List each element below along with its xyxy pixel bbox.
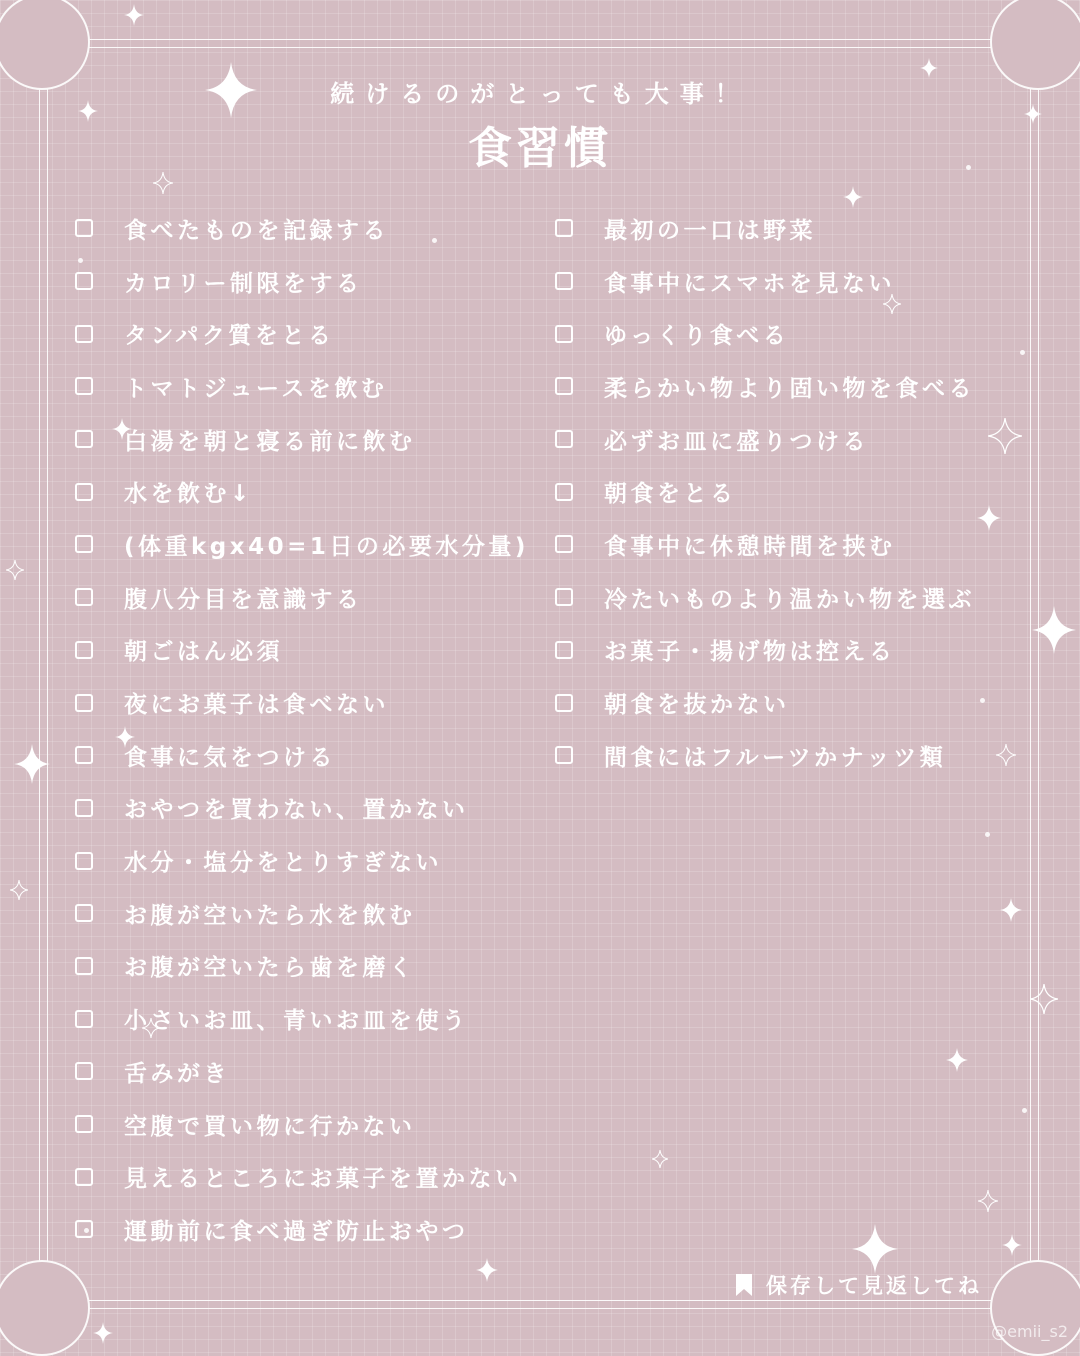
checkbox[interactable] [555, 535, 573, 553]
checkbox[interactable] [555, 430, 573, 448]
checklist-item[interactable] [72, 465, 542, 518]
item-label: 冷たいものより温かい物を選ぶ [604, 586, 975, 613]
checkbox[interactable] [75, 483, 93, 501]
checklist-item[interactable] [72, 729, 542, 782]
sparkle-dot [966, 165, 971, 170]
checkbox[interactable] [555, 219, 573, 237]
checkbox[interactable] [75, 1168, 93, 1186]
item-label: 小さいお皿、青いお皿を使う [124, 1008, 469, 1035]
checkbox[interactable] [75, 641, 93, 659]
checkbox[interactable] [555, 588, 573, 606]
checklist-item[interactable] [72, 624, 542, 677]
sparkle-dot [1020, 350, 1025, 355]
checkbox[interactable] [75, 957, 93, 975]
sparkle-dot [1022, 1108, 1027, 1113]
sparkle-icon [1002, 1234, 1022, 1256]
checkbox[interactable] [555, 641, 573, 659]
item-label: 食べたものを記録する [124, 217, 389, 244]
sparkle-icon [142, 1018, 160, 1038]
checklist-item[interactable] [552, 676, 1022, 729]
checkbox[interactable] [555, 272, 573, 290]
item-label: 食事に気をつける [124, 744, 336, 771]
item-label: 見えるところにお菓子を置かない [124, 1166, 522, 1193]
sparkle-icon [6, 560, 24, 580]
checklist-item[interactable] [552, 624, 1022, 677]
checklist-item[interactable] [552, 465, 1022, 518]
sparkle-icon [1000, 898, 1022, 922]
checkbox[interactable] [555, 325, 573, 343]
checkbox[interactable] [75, 272, 93, 290]
checklist-item[interactable] [72, 307, 542, 360]
checklist-item[interactable] [72, 834, 542, 887]
checklist-item[interactable] [72, 1045, 542, 1098]
sparkle-dot [980, 698, 985, 703]
item-label: 腹八分目を意識する [124, 586, 363, 613]
checkbox[interactable] [75, 694, 93, 712]
checklist-item[interactable] [72, 1150, 542, 1203]
checklist-item[interactable] [72, 202, 542, 255]
sparkle-icon [78, 100, 98, 122]
checkbox[interactable] [75, 377, 93, 395]
item-label: 食事中にスマホを見ない [604, 270, 896, 297]
save-note-text: 保存して見返してね [766, 1274, 982, 1298]
sparkle-icon [852, 1224, 898, 1274]
checklist-item[interactable] [72, 518, 542, 571]
sparkle-dot [432, 238, 437, 243]
item-label: 朝ごはん必須 [124, 639, 283, 666]
checkbox[interactable] [555, 483, 573, 501]
checkbox[interactable] [75, 325, 93, 343]
sparkle-icon [977, 505, 1001, 531]
bookmark-icon [734, 1273, 754, 1297]
checklist-item[interactable] [72, 782, 542, 835]
item-label: 運動前に食べ過ぎ防止おやつ [124, 1218, 469, 1245]
item-label: 朝食をとる [604, 481, 737, 508]
item-label: 最初の一口は野菜 [604, 217, 816, 244]
sparkle-icon [10, 880, 28, 900]
checklist-item[interactable] [552, 360, 1022, 413]
sparkle-icon [112, 418, 132, 440]
checkbox[interactable] [75, 746, 93, 764]
checkbox[interactable] [75, 588, 93, 606]
corner-ornament-bottom-left [0, 1260, 90, 1356]
sparkle-icon [946, 1048, 968, 1072]
checklist-item[interactable] [72, 676, 542, 729]
item-label: お腹が空いたら水を飲む [124, 902, 416, 929]
sparkle-dot [985, 832, 990, 837]
sparkle-icon [115, 726, 135, 748]
checklist-item[interactable] [552, 202, 1022, 255]
item-label: 夜にお菓子は食べない [124, 692, 389, 719]
item-label: 食事中に休憩時間を挟む [604, 533, 896, 560]
checklist-item[interactable] [72, 887, 542, 940]
checklist-item[interactable] [552, 518, 1022, 571]
sparkle-icon [1032, 606, 1076, 654]
sparkle-icon [988, 418, 1022, 454]
checkbox[interactable] [75, 1115, 93, 1133]
item-label: お菓子・揚げ物は控える [604, 639, 896, 666]
sparkle-icon [1030, 984, 1058, 1014]
checklist-item[interactable] [552, 571, 1022, 624]
sparkle-icon [843, 186, 863, 208]
sparkle-icon [883, 294, 901, 314]
item-label: 必ずお皿に盛りつける [604, 428, 869, 455]
item-label: おやつを買わない、置かない [124, 797, 469, 824]
item-label: 舌みがき [124, 1060, 230, 1087]
checklist-item[interactable] [72, 413, 542, 466]
checkbox[interactable] [75, 799, 93, 817]
corner-ornament-bottom-right [990, 1260, 1080, 1356]
sparkle-icon [153, 172, 173, 194]
sparkle-icon [920, 58, 938, 78]
item-label: (体重kgx40=1日の必要水分量) [124, 533, 529, 560]
checkbox[interactable] [555, 694, 573, 712]
checklist-item[interactable] [552, 255, 1022, 308]
checklist-item[interactable] [552, 413, 1022, 466]
sparkle-dot [78, 258, 83, 263]
item-label: トマトジュースを飲む [124, 375, 388, 402]
checkbox[interactable] [75, 219, 93, 237]
save-reminder [734, 1270, 982, 1300]
item-label: ゆっくり食べる [604, 323, 790, 350]
checkbox[interactable] [75, 535, 93, 553]
checklist-item[interactable] [552, 307, 1022, 360]
checklist-item[interactable] [72, 360, 542, 413]
checkbox[interactable] [75, 852, 93, 870]
item-label: 白湯を朝と寝る前に飲む [124, 428, 416, 455]
checklist-item[interactable] [72, 571, 542, 624]
item-label: 空腹で買い物に行かない [124, 1113, 416, 1140]
page-title: 食習慣 [468, 123, 612, 174]
checkbox[interactable] [555, 377, 573, 395]
checklist-item[interactable] [552, 729, 1022, 782]
sparkle-icon [978, 1190, 998, 1212]
sparkle-icon [652, 1150, 668, 1168]
item-label: カロリー制限をする [124, 270, 363, 297]
checkbox[interactable] [555, 746, 573, 764]
checkbox[interactable] [75, 1062, 93, 1080]
left-checklist [72, 202, 542, 1256]
sparkle-dot [84, 1228, 89, 1233]
right-checklist [552, 202, 1022, 782]
item-label: タンパク質をとる [124, 323, 335, 350]
checklist-item[interactable] [72, 940, 542, 993]
subtitle: 続けるのがとっても大事！ [330, 80, 750, 108]
watermark: @emii_s2 [991, 1322, 1068, 1341]
checkbox[interactable] [75, 430, 93, 448]
item-label: 朝食を抜かない [604, 692, 790, 719]
sparkle-icon [93, 1322, 113, 1344]
sparkle-icon [1024, 104, 1042, 124]
sparkle-icon [205, 62, 257, 118]
checkbox[interactable] [75, 1010, 93, 1028]
checklist-item[interactable] [72, 1098, 542, 1151]
item-label: 柔らかい物より固い物を食べる [604, 375, 975, 402]
sparkle-icon [14, 744, 50, 784]
sparkle-icon [476, 1258, 498, 1282]
checklist-item[interactable] [72, 255, 542, 308]
sparkle-icon [124, 4, 144, 26]
item-label: お腹が空いたら歯を磨く [124, 955, 416, 982]
checkbox[interactable] [75, 904, 93, 922]
item-label: 水分・塩分をとりすぎない [124, 850, 442, 877]
item-label: 水を飲む↓ [124, 481, 253, 508]
item-label: 間食にはフルーツかナッツ類 [604, 744, 947, 771]
sparkle-icon [996, 744, 1016, 766]
checklist-item[interactable] [72, 1203, 542, 1256]
